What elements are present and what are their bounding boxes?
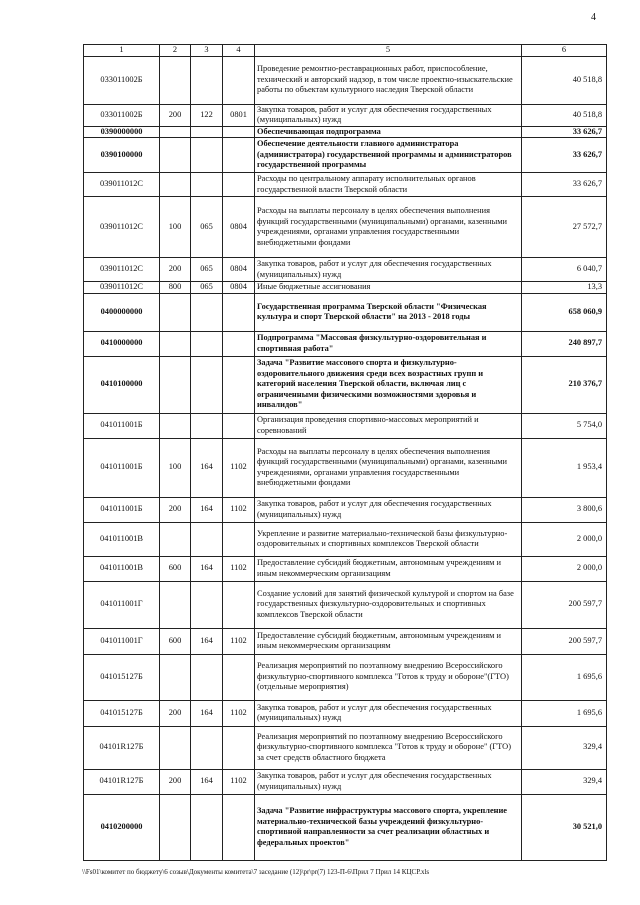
department-cell: [191, 413, 223, 438]
code-cell: 039011012С: [84, 258, 160, 282]
section-cell: 100: [160, 438, 191, 497]
department-cell: 065: [191, 282, 223, 294]
description-cell: Предоставление субсидий бюджетным, автономным учреждениям и иным некоммерческим организациям: [255, 628, 522, 654]
description-cell: Реализация мероприятий по поэтапному внедрению Всероссийского физкультурно-спортивного комплекса "Готов к труду и обороне" (ГТО) за счет средств областного бюджета: [255, 726, 522, 769]
table-row: [84, 522, 607, 556]
table-row: [84, 497, 607, 522]
subsection-cell: [223, 413, 255, 438]
department-cell: [191, 293, 223, 331]
section-cell: 200: [160, 104, 191, 126]
description-cell: Иные бюджетные ассигнования: [255, 282, 522, 294]
description-cell: Укрепление и развитие материально-технической базы физкультурно-оздоровительных и спортивных комплексов Тверской области: [255, 522, 522, 556]
department-cell: [191, 581, 223, 628]
section-cell: [160, 126, 191, 138]
table-row: [84, 769, 607, 794]
subsection-cell: [223, 331, 255, 356]
section-cell: 600: [160, 556, 191, 581]
section-cell: 200: [160, 258, 191, 282]
section-cell: [160, 56, 191, 104]
description-cell: Предоставление субсидий бюджетным, автономным учреждениям и иным некоммерческим организациям: [255, 556, 522, 581]
description-cell: Проведение ремонтно-реставрационных работ, приспособление, технический и авторский надзор, в том числе проектно-изыскательские работы по объектам культурного наследия Тверской области: [255, 56, 522, 104]
amount-cell: 13,3: [522, 282, 607, 294]
description-cell: Закупка товаров, работ и услуг для обеспечения государственных (муниципальных) нужд: [255, 769, 522, 794]
subsection-cell: [223, 654, 255, 700]
code-cell: 041011001Б: [84, 438, 160, 497]
description-cell: Расходы на выплаты персоналу в целях обеспечения выполнения функций государственными (муниципальными) органами, казенными учреждениями, органами управления государственными внебюджетными фондами: [255, 438, 522, 497]
code-cell: 041011001В: [84, 556, 160, 581]
section-cell: [160, 413, 191, 438]
section-cell: [160, 356, 191, 413]
code-cell: 033011002Б: [84, 104, 160, 126]
subsection-cell: 1102: [223, 497, 255, 522]
department-cell: 164: [191, 700, 223, 726]
amount-cell: 40 518,8: [522, 104, 607, 126]
table-row: [84, 556, 607, 581]
subsection-cell: 1102: [223, 628, 255, 654]
amount-cell: 240 897,7: [522, 331, 607, 356]
subsection-cell: [223, 726, 255, 769]
amount-cell: 210 376,7: [522, 356, 607, 413]
description-cell: Подпрограмма "Массовая физкультурно-оздоровительная и спортивная работа": [255, 331, 522, 356]
section-cell: [160, 654, 191, 700]
table-row: [84, 628, 607, 654]
table-row: [84, 104, 607, 126]
header-cell: 1: [84, 45, 160, 57]
code-cell: 04101R127Б: [84, 726, 160, 769]
code-cell: 033011002Б: [84, 56, 160, 104]
subsection-cell: 1102: [223, 438, 255, 497]
department-cell: [191, 331, 223, 356]
file-path-footer: \\Fs01\комитет по бюджету\6 созыв\Документы комитета\7 заседание (12)\pr\pr(7) 123-П-6\Прил 7 Прил 14 КЦСР.xls: [82, 868, 430, 876]
amount-cell: 6 040,7: [522, 258, 607, 282]
amount-cell: 30 521,0: [522, 794, 607, 860]
code-cell: 041011001Г: [84, 581, 160, 628]
amount-cell: 33 626,7: [522, 126, 607, 138]
description-cell: Закупка товаров, работ и услуг для обеспечения государственных (муниципальных) нужд: [255, 700, 522, 726]
description-cell: Расходы на выплаты персоналу в целях обеспечения выполнения функций государственными (муниципальными) органами, казенными учреждениями, органами управления государственными внебюджетными фондами: [255, 197, 522, 258]
description-cell: Закупка товаров, работ и услуг для обеспечения государственных (муниципальных) нужд: [255, 104, 522, 126]
table-row: [84, 197, 607, 258]
department-cell: [191, 794, 223, 860]
code-cell: 041011001Б: [84, 413, 160, 438]
page-number: 4: [591, 12, 596, 23]
amount-cell: 2 000,0: [522, 522, 607, 556]
table-row: [84, 173, 607, 197]
section-cell: [160, 173, 191, 197]
description-cell: Задача "Развитие инфраструктуры массового спорта, укрепление материально-технической базы учреждений физкультурно-спортивной направленности за счет реализации областных и федеральных проектов": [255, 794, 522, 860]
department-cell: 164: [191, 556, 223, 581]
code-cell: 041015127Б: [84, 654, 160, 700]
code-cell: 0410200000: [84, 794, 160, 860]
code-cell: 0400000000: [84, 293, 160, 331]
table-row: [84, 282, 607, 294]
section-cell: 200: [160, 700, 191, 726]
code-cell: 039011012С: [84, 173, 160, 197]
subsection-cell: 0804: [223, 282, 255, 294]
table-row: [84, 293, 607, 331]
code-cell: 0390100000: [84, 138, 160, 173]
department-cell: 164: [191, 769, 223, 794]
code-cell: 041011001Б: [84, 497, 160, 522]
description-cell: Обеспечивающая подпрограмма: [255, 126, 522, 138]
description-cell: Государственная программа Тверской области "Физическая культура и спорт Тверской области" на 2013 - 2018 годы: [255, 293, 522, 331]
header-cell: 3: [191, 45, 223, 57]
subsection-cell: [223, 138, 255, 173]
amount-cell: 2 000,0: [522, 556, 607, 581]
table-row: [84, 56, 607, 104]
amount-cell: 5 754,0: [522, 413, 607, 438]
section-cell: [160, 794, 191, 860]
code-cell: 039011012С: [84, 282, 160, 294]
code-cell: 04101R127Б: [84, 769, 160, 794]
table-row: [84, 413, 607, 438]
table-row: [84, 654, 607, 700]
section-cell: 200: [160, 497, 191, 522]
section-cell: [160, 331, 191, 356]
section-cell: [160, 581, 191, 628]
department-cell: [191, 726, 223, 769]
code-cell: 039011012С: [84, 197, 160, 258]
amount-cell: 3 800,6: [522, 497, 607, 522]
code-cell: 041015127Б: [84, 700, 160, 726]
description-cell: Организация проведения спортивно-массовых мероприятий и соревнований: [255, 413, 522, 438]
header-cell: 5: [255, 45, 522, 57]
subsection-cell: [223, 522, 255, 556]
budget-table: [83, 44, 607, 861]
code-cell: 0410100000: [84, 356, 160, 413]
description-cell: Задача "Развитие массового спорта и физкультурно-оздоровительного движения среди всех возрастных групп и категорий населения Тверской области, включая лиц с ограниченными физическими возможностями здоровья и инвалидов": [255, 356, 522, 413]
subsection-cell: [223, 356, 255, 413]
table-row: [84, 700, 607, 726]
subsection-cell: 0801: [223, 104, 255, 126]
description-cell: Закупка товаров, работ и услуг для обеспечения государственных (муниципальных) нужд: [255, 258, 522, 282]
table-row: [84, 581, 607, 628]
department-cell: [191, 138, 223, 173]
section-cell: [160, 522, 191, 556]
table-row: [84, 356, 607, 413]
header-row: [84, 45, 607, 57]
code-cell: 0390000000: [84, 126, 160, 138]
amount-cell: 200 597,7: [522, 628, 607, 654]
amount-cell: 200 597,7: [522, 581, 607, 628]
description-cell: Закупка товаров, работ и услуг для обеспечения государственных (муниципальных) нужд: [255, 497, 522, 522]
table-row: [84, 126, 607, 138]
subsection-cell: 1102: [223, 556, 255, 581]
description-cell: Создание условий для занятий физической культурой и спортом на базе государственных физкультурно-оздоровительных и спортивных комплексов Тверской области: [255, 581, 522, 628]
amount-cell: 33 626,7: [522, 138, 607, 173]
subsection-cell: 1102: [223, 769, 255, 794]
subsection-cell: 1102: [223, 700, 255, 726]
amount-cell: 40 518,8: [522, 56, 607, 104]
department-cell: 164: [191, 438, 223, 497]
table-row: [84, 794, 607, 860]
subsection-cell: [223, 794, 255, 860]
table-row: [84, 438, 607, 497]
section-cell: 800: [160, 282, 191, 294]
subsection-cell: [223, 293, 255, 331]
subsection-cell: [223, 56, 255, 104]
department-cell: [191, 522, 223, 556]
department-cell: [191, 56, 223, 104]
table-row: [84, 726, 607, 769]
table-row: [84, 258, 607, 282]
department-cell: 065: [191, 197, 223, 258]
code-cell: 041011001Г: [84, 628, 160, 654]
subsection-cell: [223, 126, 255, 138]
department-cell: [191, 654, 223, 700]
department-cell: 164: [191, 628, 223, 654]
amount-cell: 1 953,4: [522, 438, 607, 497]
code-cell: 0410000000: [84, 331, 160, 356]
description-cell: Обеспечение деятельности главного администратора (администратора) государственной программы и администраторов государственной программы: [255, 138, 522, 173]
amount-cell: 27 572,7: [522, 197, 607, 258]
subsection-cell: 0804: [223, 197, 255, 258]
amount-cell: 33 626,7: [522, 173, 607, 197]
subsection-cell: 0804: [223, 258, 255, 282]
amount-cell: 658 060,9: [522, 293, 607, 331]
header-cell: 4: [223, 45, 255, 57]
section-cell: 600: [160, 628, 191, 654]
amount-cell: 1 695,6: [522, 654, 607, 700]
department-cell: 065: [191, 258, 223, 282]
subsection-cell: [223, 581, 255, 628]
section-cell: [160, 138, 191, 173]
section-cell: 100: [160, 197, 191, 258]
amount-cell: 329,4: [522, 726, 607, 769]
department-cell: [191, 126, 223, 138]
section-cell: [160, 293, 191, 331]
department-cell: 164: [191, 497, 223, 522]
description-cell: Расходы по центральному аппарату исполнительных органов государственной власти Тверской области: [255, 173, 522, 197]
description-cell: Реализация мероприятий по поэтапному внедрению Всероссийского физкультурно-спортивного комплекса "Готов к труду и обороне"(ГТО) (отдельные мероприятия): [255, 654, 522, 700]
section-cell: [160, 726, 191, 769]
section-cell: 200: [160, 769, 191, 794]
department-cell: 122: [191, 104, 223, 126]
code-cell: 041011001В: [84, 522, 160, 556]
table-row: [84, 331, 607, 356]
header-cell: 2: [160, 45, 191, 57]
department-cell: [191, 173, 223, 197]
department-cell: [191, 356, 223, 413]
amount-cell: 329,4: [522, 769, 607, 794]
header-cell: 6: [522, 45, 607, 57]
table-row: [84, 138, 607, 173]
amount-cell: 1 695,6: [522, 700, 607, 726]
subsection-cell: [223, 173, 255, 197]
